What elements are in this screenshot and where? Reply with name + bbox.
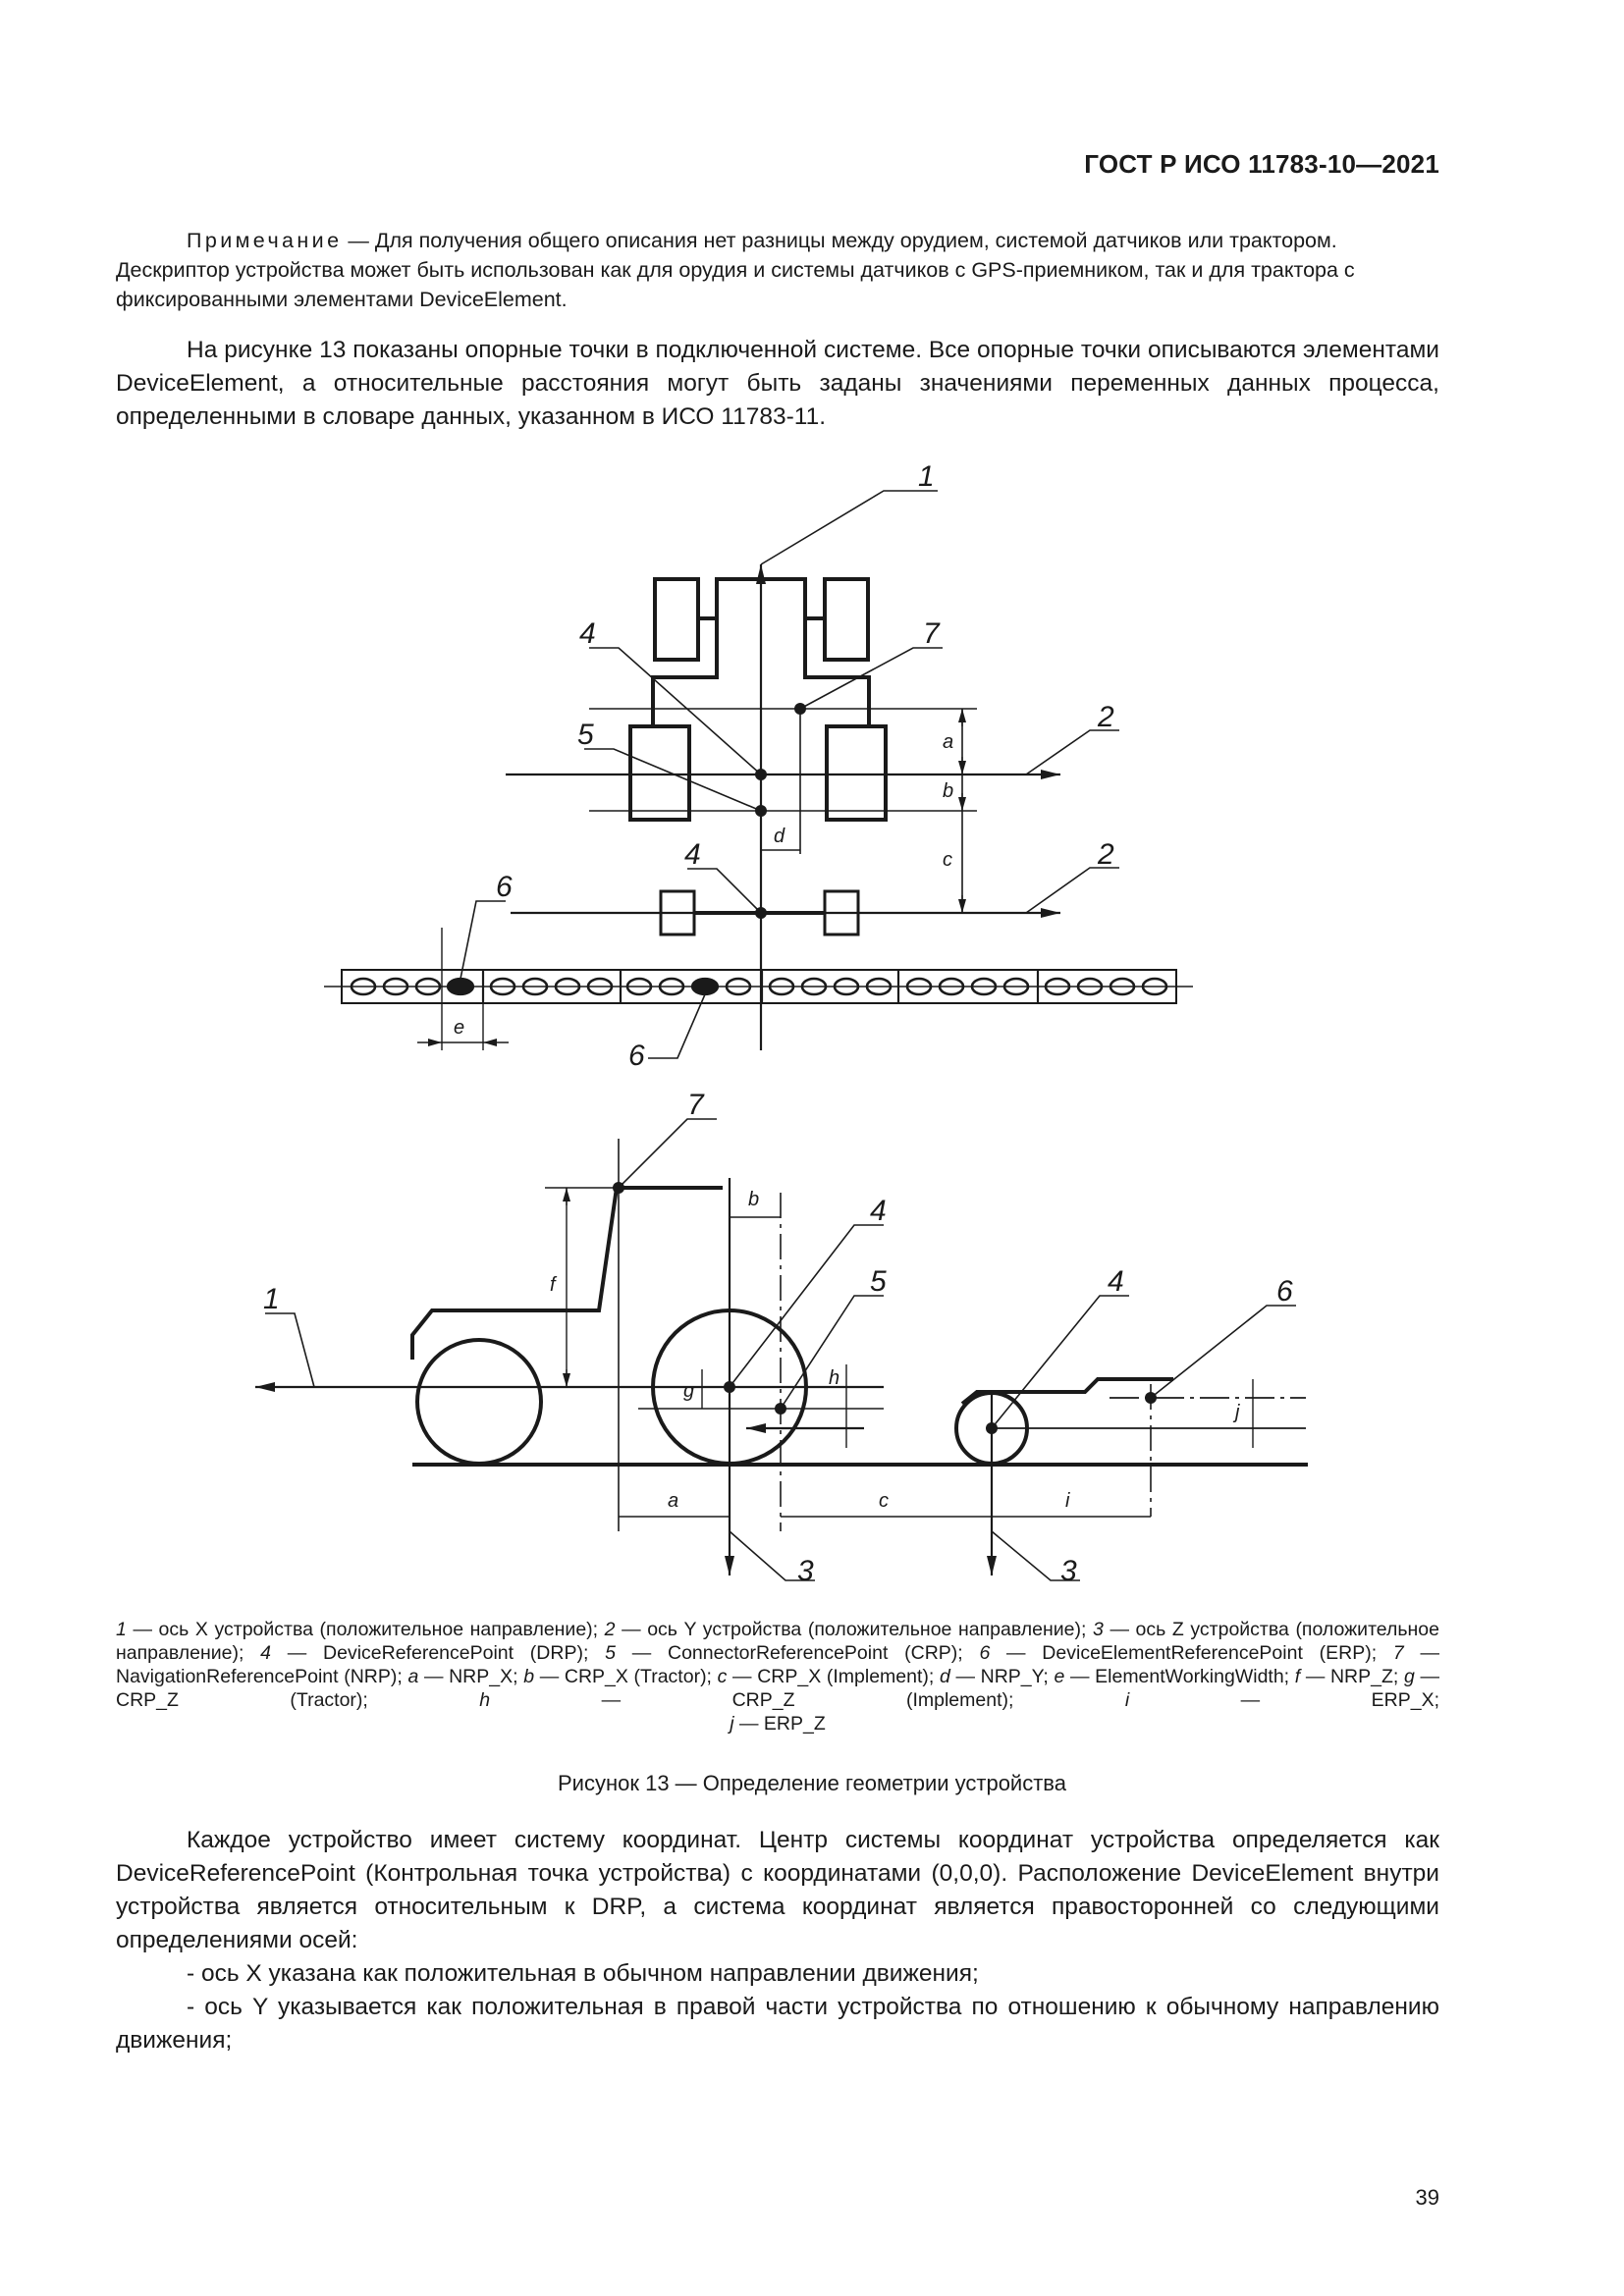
side-view-diagram [255,1119,1308,1580]
callout-6-bottom: 6 [628,1040,645,1072]
drp-point-top [755,769,767,780]
erp-marker-left [448,979,473,994]
bullet-y-axis: - ось Y указывается как положительная в правой части устройства по отношению к обычному направлению движения; [116,1994,1439,2054]
legend-item: e — ElementWorkingWidth; [1054,1666,1295,1687]
intro-paragraph: На рисунке 13 показаны опорные точки в подключенной системе. Все опорные точки описываются элементами DeviceElement, а относительные расстояния могут быть заданы значениями переменных данных процесса, определенными в словаре данных, указанном в ИСО 11783-11. [116,337,1439,430]
drp-point-implement-side [986,1422,998,1434]
callout-1-side: 1 [263,1283,280,1315]
legend-item: c — CRP_X (Implement); [717,1666,940,1687]
callout-3-implement: 3 [1060,1555,1077,1587]
coordinate-system-paragraph: Каждое устройство имеет систему координат. Центр системы координат устройства определяется как DeviceReferencePoint (Контрольная точка устройства) с координатами (0,0,0). Расположение DeviceElement внутри устройства является относительным к DRP, а система координат является правосторонней со следующими определениями осей: [116,1827,1439,1953]
figure-caption: Рисунок 13 — Определение геометрии устройства [558,1771,1066,1795]
dim-d-top: d [774,826,785,847]
legend-item: g — CRP_Z (Tractor); [116,1666,1439,1711]
legend-item: h — CRP_Z (Implement); [479,1689,1125,1711]
erp-marker-center [692,979,718,994]
dim-f-side: f [550,1274,556,1296]
legend-item: d — NRP_Y; [939,1666,1055,1687]
legend-item: f — NRP_Z; [1294,1666,1404,1687]
dim-a-top: a [943,731,954,753]
dim-a-side: a [668,1490,679,1512]
legend-item: b — CRP_X (Tractor); [523,1666,718,1687]
legend-item: a — NRP_X; [407,1666,524,1687]
standard-designation: ГОСТ Р ИСО 11783-10—2021 [1084,149,1439,179]
legend-item: 3 — ось Z устройства (положительное направление); [116,1619,1439,1664]
legend-item: j — ERP_Z [730,1713,826,1735]
callout-7-top: 7 [923,617,940,650]
implement-frame [962,1379,1173,1404]
leader-1-top [761,491,938,564]
callout-2-tractor: 2 [1098,701,1114,733]
erp-point-side [1145,1392,1157,1404]
legend-item: 2 — ось Y устройства (положительное направление); [604,1619,1093,1640]
callout-4-implement: 4 [684,838,701,871]
crp-point-top [755,805,767,817]
dim-e-top: e [454,1017,465,1039]
dim-i-side: i [1065,1490,1070,1512]
dim-b-side: b [748,1189,760,1210]
callout-4-implement-side: 4 [1108,1265,1124,1298]
front-left-wheel [655,579,698,660]
leader-5-top [584,749,761,811]
callout-1-top: 1 [918,460,935,493]
callout-5-top: 5 [577,719,594,751]
bullet-x-axis: - ось X указана как положительная в обычном направлении движения; [187,1960,979,1987]
note-text: — Для получения общего описания нет разницы между орудием, системой датчиков или трактором. Дескриптор устройства может быть использован как для орудия и системы датчиков с GPS-приемником, так и для трактора с фиксированными элементами DeviceElement. [116,229,1355,311]
callout-6-side: 6 [1276,1275,1293,1308]
callout-4-side: 4 [870,1195,887,1227]
body-text [116,1824,1439,2057]
callout-7-side: 7 [687,1089,704,1121]
drp-point-side [724,1381,735,1393]
dim-h-side: h [829,1367,840,1389]
drp-point-implement [755,907,767,919]
note-label: Примечание [187,229,343,252]
nrp-point-top [794,703,806,715]
callout-3-tractor: 3 [797,1555,814,1587]
legend-item: 5 — ConnectorReferencePoint (CRP); [605,1642,980,1664]
dim-c-top: c [943,849,952,871]
dim-j-side: j [1235,1402,1240,1423]
rear-right-wheel [827,726,886,820]
page-number: 39 [1415,2185,1439,2210]
figure-legend [116,1618,1439,1735]
legend-item: 6 — DeviceElementReferencePoint (ERP); [979,1642,1393,1664]
callout-4-top: 4 [579,617,596,650]
front-right-wheel [825,579,868,660]
nrp-point-side [613,1182,624,1194]
dim-c-side: c [879,1490,889,1512]
legend-item: 4 — DeviceReferencePoint (DRP); [260,1642,606,1664]
legend-item: 1 — ось X устройства (положительное направление); [116,1619,605,1640]
legend-item: i — ERP_X; [1124,1689,1440,1711]
dim-g-side: g [683,1380,695,1402]
legend-item: 7 — NavigationReferencePoint (NRP); [116,1642,1439,1687]
callout-2-implement: 2 [1098,838,1114,871]
dim-b-top: b [943,780,954,802]
leader-4-top [589,648,761,774]
callout-6-left: 6 [496,871,513,903]
callout-5-side: 5 [870,1265,887,1298]
crp-point-side [775,1403,786,1415]
tractor-front-wheel [417,1340,541,1464]
rear-left-wheel [630,726,689,820]
